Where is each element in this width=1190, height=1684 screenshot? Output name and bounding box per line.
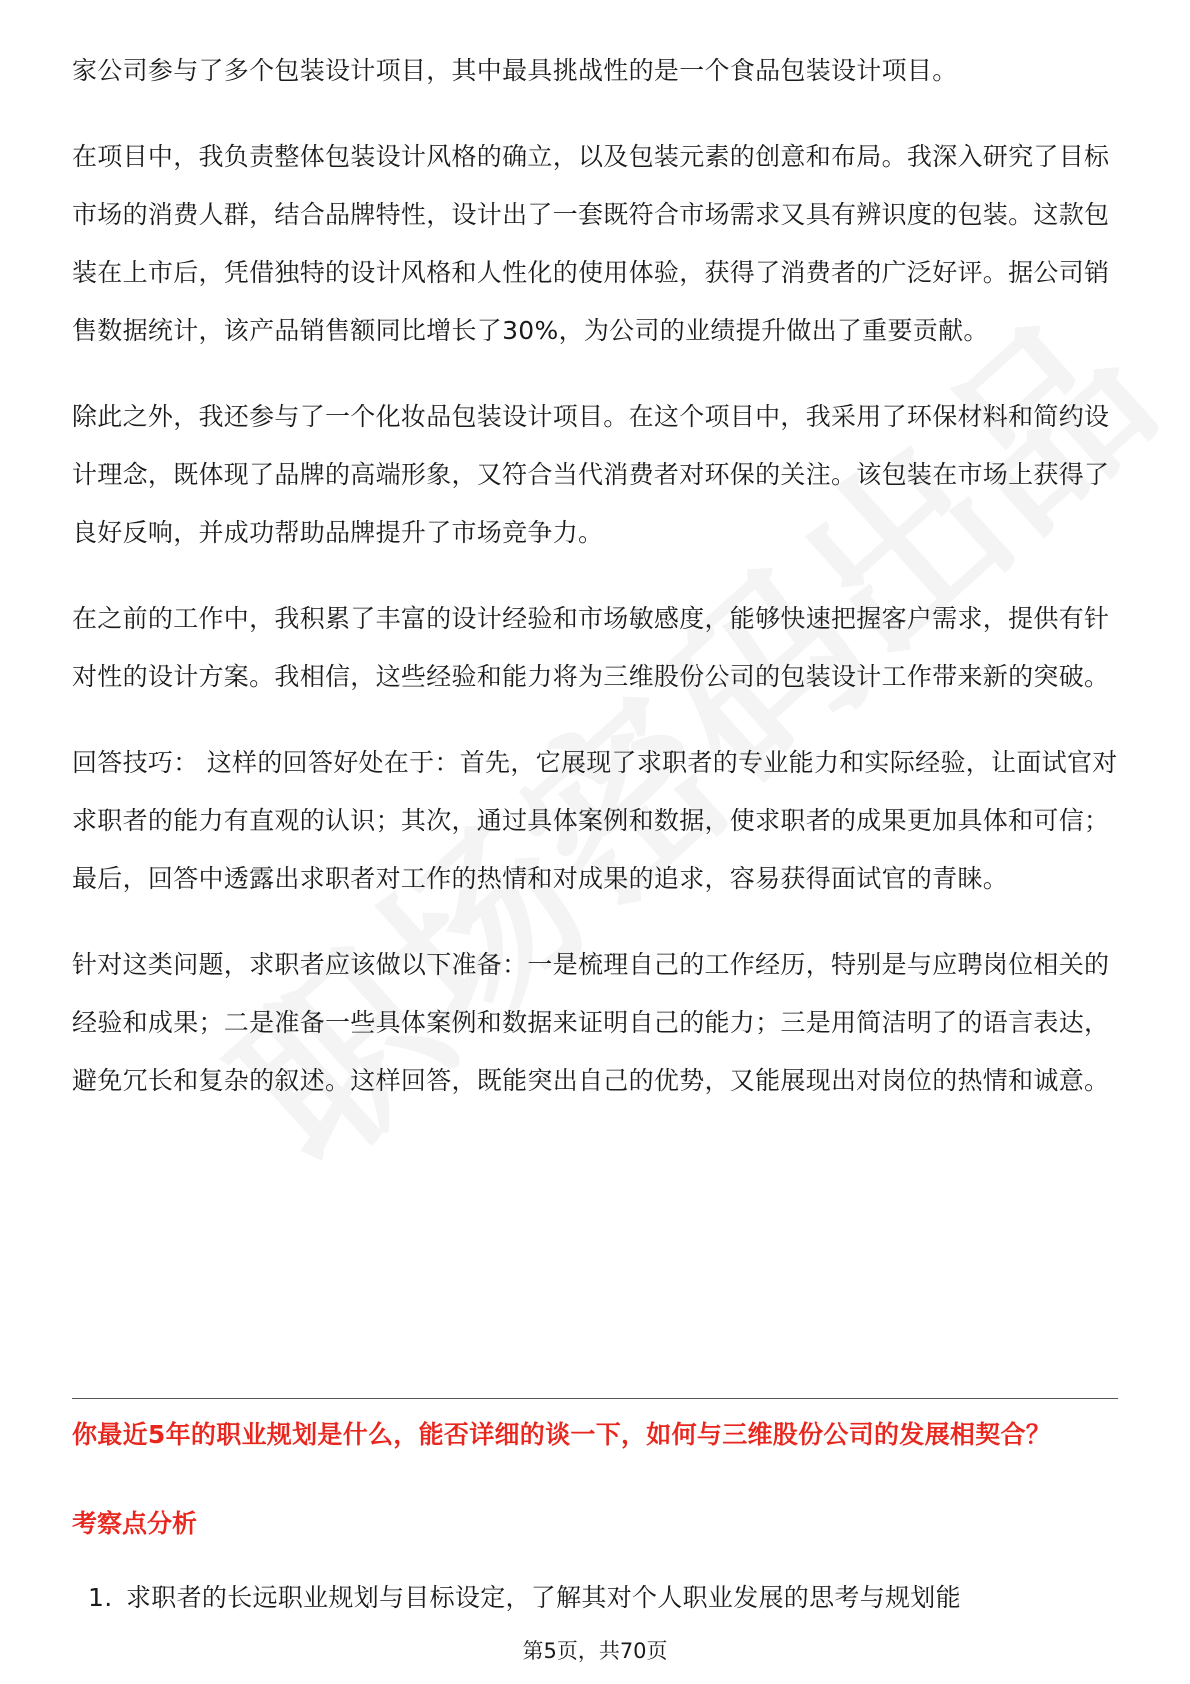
paragraph: 在之前的工作中，我积累了丰富的设计经验和市场敏感度，能够快速把握客户需求，提供有针对性的设计方案。我相信，这些经验和能力将为三维股份公司的包装设计工作带来新的突破。 bbox=[72, 604, 1110, 691]
paragraph: 针对这类问题，求职者应该做以下准备：一是梳理自己的工作经历，特别是与应聘岗位相关的经验和成果；二是准备一些具体案例和数据来证明自己的能力；三是用简洁明了的语言表达，避免冗长和复杂的叙述。这样回答，既能突出自己的优势，又能展现出对岗位的热情和诚意。 bbox=[72, 950, 1110, 1095]
question-heading: 你最近5年的职业规划是什么，能否详细的谈一下，如何与三维股份公司的发展相契合？ bbox=[72, 1420, 1052, 1449]
paragraph: 在项目中，我负责整体包装设计风格的确立，以及包装元素的创意和布局。我深入研究了目标市场的消费人群，结合品牌特性，设计出了一套既符合市场需求又具有辨识度的包装。这款包装在上市后，凭借独特的设计风格和人性化的使用体验，获得了消费者的广泛好评。据公司销售数据统计，该产品销售额同比增长了30%，为公司的业绩提升做出了重要贡献。 bbox=[72, 142, 1110, 345]
paragraph: 回答技巧： 这样的回答好处在于：首先，它展现了求职者的专业能力和实际经验，让面试官对求职者的能力有直观的认识；其次，通过具体案例和数据，使求职者的成果更加具体和可信；最后，回答中透露出求职者对工作的热情和对成果的追求，容易获得面试官的青睐。 bbox=[72, 748, 1118, 893]
analysis-subheading: 考察点分析 bbox=[72, 1509, 198, 1538]
paragraph: 家公司参与了多个包装设计项目，其中最具挑战性的是一个食品包装设计项目。 bbox=[72, 56, 958, 85]
body-content bbox=[72, 42, 1118, 1138]
section-divider bbox=[72, 1398, 1118, 1399]
list-item-text: 求职者的长远职业规划与目标设定，了解其对个人职业发展的思考与规划能 bbox=[126, 1583, 961, 1612]
list-number: 1. bbox=[88, 1583, 113, 1612]
list-item bbox=[88, 1580, 1118, 1616]
page-footer: 第5页，共70页 bbox=[522, 1639, 668, 1663]
paragraph: 除此之外，我还参与了一个化妆品包装设计项目。在这个项目中，我采用了环保材料和简约设计理念，既体现了品牌的高端形象，又符合当代消费者对环保的关注。该包装在市场上获得了良好反响，并成功帮助品牌提升了市场竞争力。 bbox=[72, 402, 1110, 547]
